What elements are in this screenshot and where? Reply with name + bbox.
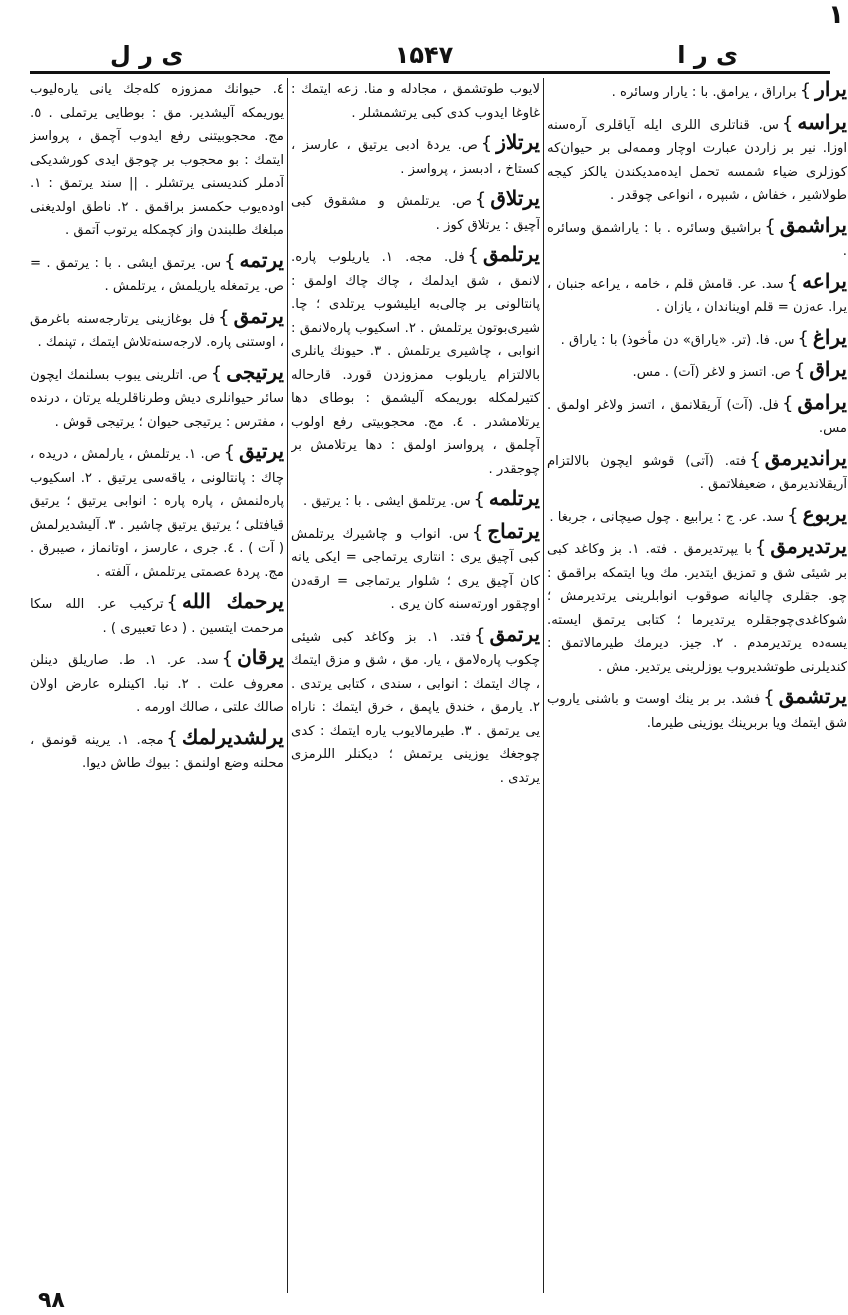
entry-definition: ص. اتسز و لاغر (آت) . مس.: [632, 365, 791, 380]
entry-definition: ص. یرتلمش و مشقوق کبی آچیق : یرتلاق کوز .: [291, 194, 540, 233]
corner-mark: ۱: [828, 0, 844, 30]
column-left: [30, 78, 284, 1293]
entry-definition: براراق ، یرامق. با : یارار وسائره .: [611, 85, 797, 100]
entry-headword: یرتلمه: [488, 486, 540, 510]
brace-icon: }: [166, 727, 178, 749]
entry-headword: یرامق: [797, 389, 847, 414]
dictionary-entry: [30, 78, 284, 243]
brace-icon: }: [166, 592, 178, 613]
dictionary-entry: [547, 685, 847, 735]
brace-icon: }: [799, 80, 812, 101]
entry-definition: س. انواب و چاشیرك یرتلمش کبی آچیق یری : انتاری یرتماجی = ایکی یانه کان آچیق یری ؛ شلوار یرتماجی = ارقه‌دن اوچقور اورته‌سنه کان یری .: [291, 526, 540, 612]
header-rule: [30, 71, 830, 74]
entry-definition: ترکیب عر. الله سکا مرحمت ایتسین . ( دعا تعبیری ) .: [30, 597, 284, 636]
dictionary-entry: [30, 590, 284, 640]
dictionary-entry: [291, 78, 540, 125]
entry-headword: یرحمك الله: [181, 589, 284, 613]
entry-definition: با یپرتدیرمق . فته. ۱. بز وکاغد کبی بر شیئی شق و تمزیق ایتدیر. مك ویا ایتمکه براقمق : چو. جقلری چالیانه صوقوب انوابلرینی یرتدیرمش ؛ شوکاغدی‌چوجقلره یرتدیرما ؛ کتابی یرتمق ایسته. یسه‌ده یرتدیرمدم . ۲. جیز. دیرمك طیرمالاتمق : کندیلرنی طوتشدیروب یوزلرینی یرتدیر. مش .: [547, 542, 847, 675]
header-page-number: ۱۵۴۷: [394, 41, 454, 69]
brace-icon: }: [480, 133, 493, 154]
entry-headword: یرتلاق: [490, 186, 540, 210]
entry-headword: یرتلاز: [496, 130, 540, 154]
entry-headword: یراسه: [797, 109, 847, 134]
column-divider: [287, 78, 288, 1293]
entry-definition: فل بوغازینی‌ یرتارجه‌سنه باغرمق ، اوستنی پاره. لارجه‌سنه‌تلاش ایتمك ، تپنمك .: [30, 311, 284, 350]
entry-definition: س. فا. (تر. «یاراق» دن مأخوذ) با : یاراق .: [560, 332, 795, 348]
entry-headword: یرقان: [237, 645, 284, 669]
entry-definition: س. یرتلمق ایشی . با : یرتیق .: [303, 494, 471, 509]
entry-definition: ص. ۱. یرتلمش ، یارلمش ، دریده ، چاك : پانتالونی ، یاقه‌سی یرتیق . ۲. اسکیوب پاره‌لنمش ، پاره پاره : انوابی یرتیق ؛ یرتیق قیافتلی ؛ یرتیق یرتیق چاشیر . ۳. آلیشدیرلمش ( آت ) . ٤. جری ، عارسز ، اوتانماز ، صیبرق . مج. پردهٔ عصمتی یرتلمش ، آلفته .: [30, 447, 284, 580]
entry-headword: یرتدیرمق: [770, 534, 847, 558]
entry-definition: سد. عر. ج : یرابیع . چول صیچانی ، جربغا .: [549, 509, 785, 525]
dictionary-entry: [291, 520, 540, 617]
entry-definition: فشد. بر بر ینك اوست و باشنی یاروب شق ایتمك ویا بربرینك یوزینی طیرما.: [547, 692, 847, 731]
column-right: [547, 78, 847, 1293]
brace-icon: }: [473, 489, 485, 510]
dictionary-entry: [30, 646, 284, 720]
dictionary-entry: [30, 440, 284, 584]
brace-icon: }: [764, 215, 776, 237]
entry-headword: یراندیرمق: [764, 445, 847, 470]
dictionary-entry: [547, 270, 847, 320]
dictionary-entry: [547, 358, 847, 385]
dictionary-entry: [547, 326, 847, 353]
entry-headword: یرتمق: [233, 303, 284, 328]
brace-icon: }: [781, 392, 794, 414]
entry-headword: یراق: [809, 357, 847, 381]
dictionary-entry: [547, 111, 847, 208]
entry-headword: یراشمق: [779, 212, 847, 237]
brace-icon: }: [221, 648, 234, 669]
entry-headword: یرتلمق: [482, 242, 540, 266]
brace-icon: }: [749, 448, 761, 470]
entry-definition: ٤. حیوانك ممزوزه کله‌جك یانی یاره‌لیوب یوریمکه آلیشدیر. مق : بوطایی یرتملی . ٥. مج. محجوبیتنی رفع ایدوب آچمق ، پرواسز ایتمك : بو محجوب بر چوجق ایدی کورشدیکی آدملر کندیسنی یرتشلر . || سند یرتمق : ۱. اوده‌یوب حکمسز براقمق . ۲. ناطق اولدیغنی مبلغك طلبندن واز کچمکله یرتوب آتمق .: [30, 82, 284, 238]
entry-definition: فل. مجه. ۱. یاریلوب پاره. لانمق ، شق ایدلمك ، چاك چاك اولمق : پانتالونی بر چالی‌به ایلیشوب یرتلدی ؛ چا. شیری‌بوتون یرتلمش . ۲. اسکیوب پاره‌لانمق : انوابی ، چاشیری یرتلمش . ۳. حیونك یانلری بالالتزام یاریلوب ممزوزدن قورد. قارحاله کتیرلمکله‌ بوریمکه آلیشمق : بوطای دها یرتلامشدر . ٤. مج. محجوبیتی رفع اولوب آچلمق ، پرواسز اولمق : دها یرتلامش بر چوجقدر .: [291, 250, 540, 477]
brace-icon: }: [467, 245, 479, 266]
entry-headword: یرتمق: [489, 621, 540, 646]
column-divider: [543, 78, 544, 1293]
dictionary-entry: [291, 487, 540, 514]
entry-headword: یرتشمق: [778, 684, 847, 708]
entry-headword: یرلشدیرلمك: [181, 724, 284, 749]
brace-icon: }: [474, 189, 487, 210]
dictionary-entry: [291, 623, 540, 791]
dictionary-entry: [547, 391, 847, 441]
entry-definition: ص. یردهٔ ادبی یرتیق ، عارسز ، کستاخ ، ادبسز ، پرواسز .: [291, 138, 540, 177]
header-left-keyword: ی ر ل: [110, 41, 184, 69]
brace-icon: }: [471, 521, 484, 543]
brace-icon: }: [210, 362, 223, 384]
entry-definition: فته. (آتی) قوشو ایچون بالالتزام آریقلاندیرمق ، ضعیفلاتمق .: [547, 453, 847, 492]
brace-icon: }: [218, 306, 230, 328]
dictionary-entry: [291, 131, 540, 181]
entry-definition: سد. عر. قامش قلم ، خامه ، یراعه جنبان ، یرا. عه‌زن = قلم اویناندان ، یازان .: [547, 276, 847, 315]
entry-definition: ص. اتلرینی یبوب بسلنمك ایچون سائر حیوانلری دیش وطرناقلریله یرتان ، درنده ، مفترس : یرتیجی حیوان ؛ یرتیجی قوش .: [30, 367, 284, 430]
dictionary-entry: [547, 535, 847, 679]
brace-icon: }: [474, 624, 486, 646]
entry-definition: لایوب طوتشمق ، مجادله و منا. زعه ایتمك : غاوغا ایدوب کدی کبی یرتشمشلر .: [291, 82, 540, 121]
brace-icon: }: [797, 327, 809, 349]
dictionary-entry: [30, 305, 284, 355]
dictionary-entry: [291, 187, 540, 237]
entry-definition: مجه. ۱. یرینه قونمق ، محلنه وضع اولنمق : بیوك طاش دیوا.: [30, 732, 284, 771]
dictionary-entry: [291, 243, 540, 481]
brace-icon: }: [763, 687, 775, 708]
entry-headword: یرتیجی: [226, 359, 284, 384]
entry-headword: یرار: [815, 78, 847, 101]
entry-definition: س. قناتلری اللری ایله آیاقلری آره‌سنه اوزا. نیر بر زاردن عبارت اوچار وممه‌لی بر حیوان‌که کوزلری ضیاء شمسه تحمل ایده‌مدیکندن یالکز کیجه طولاشیر ، خفاش ، شبپره ، انواعی چوقدر .: [547, 117, 847, 203]
brace-icon: }: [787, 504, 799, 526]
brace-icon: }: [224, 250, 236, 272]
dictionary-entry: [547, 214, 847, 264]
dictionary-entry: [30, 249, 284, 299]
entry-definition: سد. عر. ۱. ط. صاریلق دینلن معروف علت . ۲. نبا. اکینلره عارض اولان صالك علتی ، صالك اورمه .: [30, 653, 284, 715]
entry-headword: یربوع: [802, 501, 847, 526]
header-right-keyword: ی ر ا: [677, 41, 738, 69]
entry-headword: یرتیق: [239, 439, 284, 463]
brace-icon: }: [786, 271, 799, 293]
entry-definition: س. یرتمق ایشی . با : یرتمق . = ص. یرتمغله یاریلمش ، یرتلمش .: [30, 255, 284, 294]
entry-headword: یراغ: [812, 324, 847, 349]
brace-icon: }: [781, 112, 794, 134]
brace-icon: }: [223, 442, 236, 463]
brace-icon: }: [793, 360, 806, 381]
dictionary-entry: [547, 447, 847, 497]
entry-headword: یرتماج: [487, 518, 540, 543]
dictionary-entry: [547, 78, 847, 105]
page-header: [0, 40, 848, 70]
column-middle: [291, 78, 540, 1293]
dictionary-entry: [30, 361, 284, 435]
entry-headword: یرتمه: [239, 247, 284, 272]
entry-definition: براشیق وسائره . با : یاراشمق وسائره .: [547, 220, 847, 259]
footer-page-number: ۹۸: [38, 1288, 65, 1313]
dictionary-entry: [30, 726, 284, 776]
dictionary-entry: [547, 503, 847, 530]
entry-definition: فتد. ۱. بز وکاغد کبی شیئی چکوب پاره‌لامق ، یار. مق ، شق و مزق ایتمك ، چاك ایتمك : انوابی ، سندی ، کتابی یرتدی . ۲. یارمق ، خندق یاپمق ، خرق ایتمك : ناراه‌ یی یرتمق . ۳. طیرمالایوب یاره ایتمك : کدی چوجغك یوزینی یرتمش ؛ دیکنلر اللرمزی یرتدی .: [291, 629, 540, 786]
entry-definition: فل. (آت) آریقلانمق ، اتسز ولاغر اولمق . مس.: [547, 397, 847, 436]
brace-icon: }: [754, 537, 767, 558]
entry-headword: یراعه: [802, 268, 847, 293]
